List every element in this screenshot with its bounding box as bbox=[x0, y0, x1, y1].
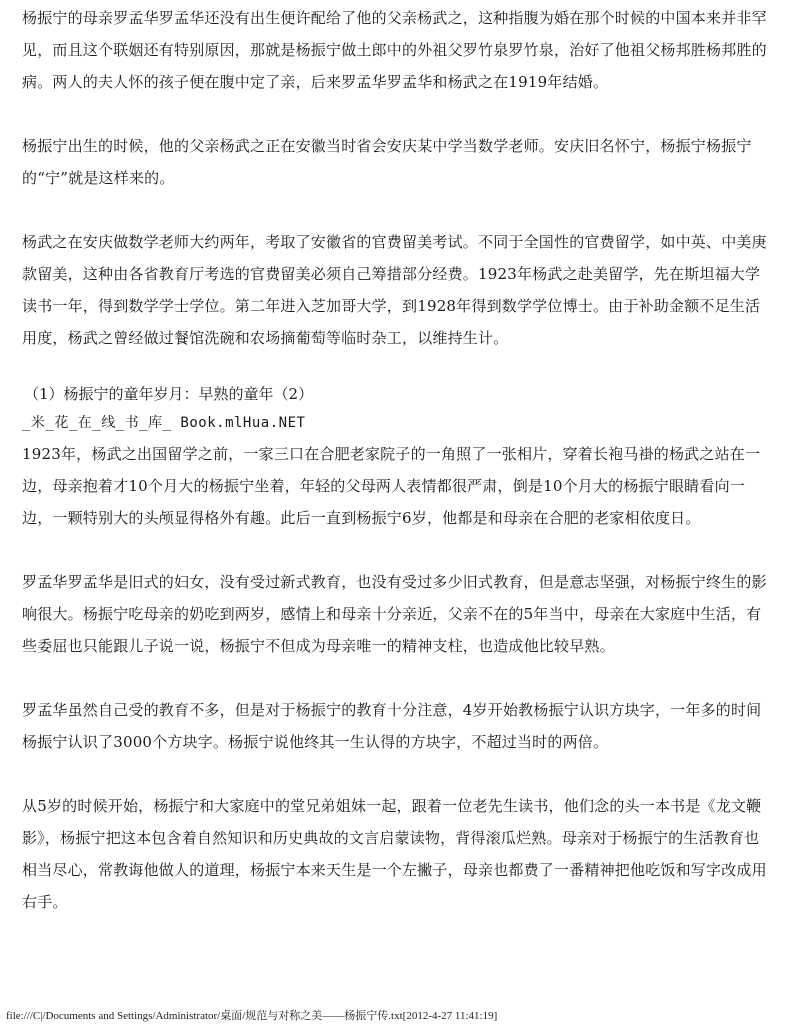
paragraph-gap bbox=[22, 98, 774, 130]
paragraph-birth: 杨振宁出生的时候，他的父亲杨武之正在安徽当时省会安庆某中学当数学老师。安庆旧名怀宁，杨振宁杨振宁的“宁”就是这样来的。 bbox=[22, 137, 752, 187]
paragraph-gap bbox=[22, 758, 774, 790]
section-heading: （1）杨振宁的童年岁月：早熟的童年（2） bbox=[24, 385, 314, 403]
paragraph-mother-influence: 罗孟华罗孟华是旧式的妇女，没有受过新式教育，也没有受过多少旧式教育，但是意志坚强，对杨振宁终生的影响很大。杨振宁吃母亲的奶吃到两岁，感情上和母亲十分亲近，父亲不在的5年当中，母亲在大家庭中生活，有些委屈也只能跟儿子说一说，杨振宁不但成为母亲唯一的精神支柱，也造成他比较早熟。 bbox=[22, 573, 767, 655]
paragraph-engagement: 杨振宁的母亲罗孟华罗孟华还没有出生便许配给了他的父亲杨武之，这种指腹为婚在那个时候的中国本来并非罕见，而且这个联姻还有特别原因，那就是杨振宁做土郎中的外祖父罗竹泉罗竹泉，治好了他祖父杨邦胜杨邦胜的病。两人的夫人怀的孩子便在腹中定了亲，后来罗孟华罗孟华和杨武之在1919年结婚。 bbox=[22, 9, 767, 91]
paragraph-gap bbox=[22, 194, 774, 226]
file-path-footer: file:///C|/Documents and Settings/Administrator/桌面/规范与对称之美——杨振宁传.txt[2012-4-27 11:41:19] bbox=[6, 1010, 498, 1022]
paragraph-gap bbox=[22, 662, 774, 694]
paragraph-study-abroad: 杨武之在安庆做数学老师大约两年，考取了安徽省的官费留美考试。不同于全国性的官费留学，如中英、中美庚款留美，这种由各省教育厅考选的官费留美必须自己筹措部分经费。1923年杨武之赴美留学，先在斯坦福大学读书一年，得到数学学士学位。第二年进入芝加哥大学，到1928年得到数学学位博士。由于补助金额不足生活用度，杨武之曾经做过餐馆洗碗和农场摘葡萄等临时杂工，以维持生计。 bbox=[22, 233, 767, 347]
document-page bbox=[22, 2, 774, 918]
paragraph-schooling: 从5岁的时候开始，杨振宁和大家庭中的堂兄弟姐妹一起，跟着一位老先生读书，他们念的头一本书是《龙文鞭影》，杨振宁把这本包含着自然知识和历史典故的文言启蒙读物，背得滚瓜烂熟。母亲对于杨振宁的生活教育也相当尽心，常教诲他做人的道理，杨振宁本来天生是一个左撇子，母亲也都费了一番精神把他吃饭和写字改成用右手。 bbox=[22, 797, 767, 911]
paragraph-gap bbox=[22, 534, 774, 566]
paragraph-gap bbox=[22, 354, 774, 380]
paragraph-family-photo: 1923年，杨武之出国留学之前，一家三口在合肥老家院子的一角照了一张相片，穿着长袍马褂的杨武之站在一边，母亲抱着才10个月大的杨振宁坐着，年轻的父母两人表情都很严肃，倒是10个月大的杨振宁眼睛看向一边，一颗特别大的头颅显得格外有趣。此后一直到杨振宁6岁，他都是和母亲在合肥的老家相依度日。 bbox=[22, 445, 761, 527]
site-watermark-text: _米_花_在_线_书_库_ Book.mlHua.NET bbox=[22, 415, 306, 431]
paragraph-character-learning: 罗孟华虽然自己受的教育不多，但是对于杨振宁的教育十分注意，4岁开始教杨振宁认识方块字，一年多的时间杨振宁认识了3000个方块字。杨振宁说他终其一生认得的方块字，不超过当时的两倍。 bbox=[22, 701, 762, 751]
